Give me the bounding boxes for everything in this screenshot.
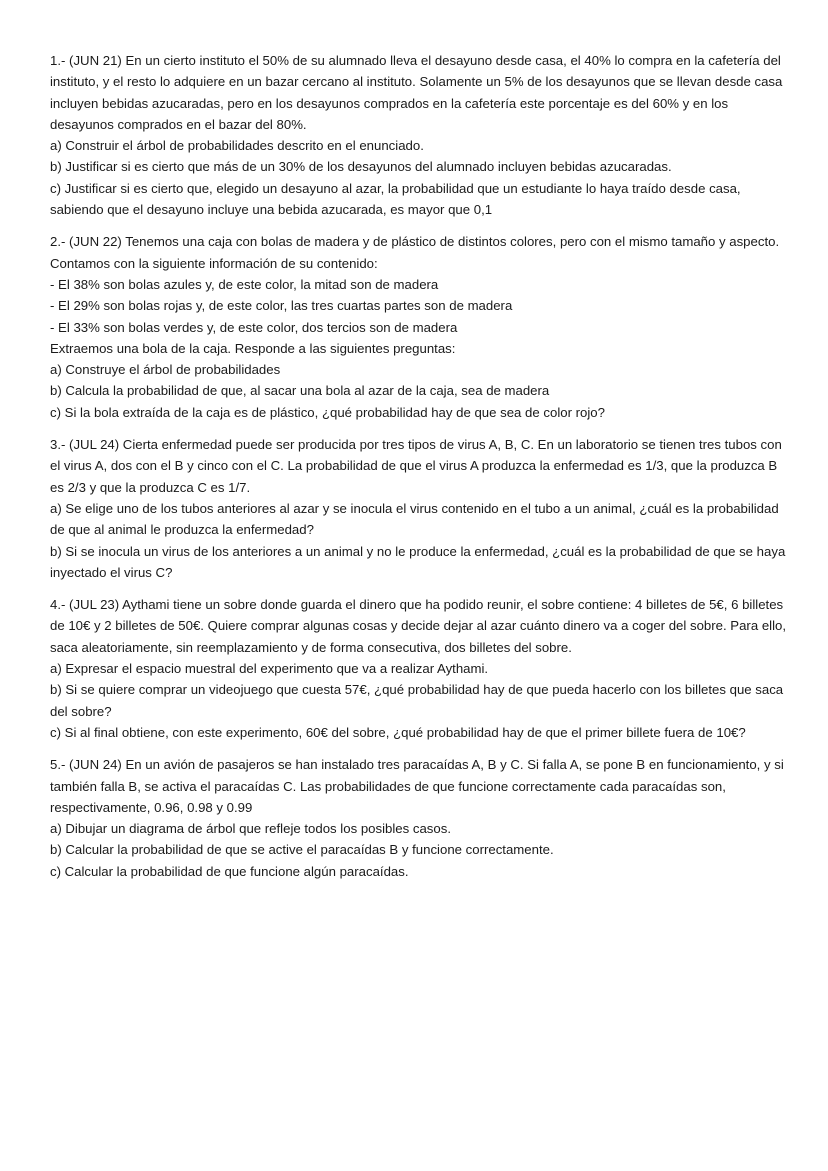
question-a: a) Dibujar un diagrama de árbol que refleje todos los posibles casos. <box>50 821 451 837</box>
problem-list <box>50 50 790 893</box>
question-b: b) Calcula la probabilidad de que, al sacar una bola al azar de la caja, sea de madera <box>50 383 550 399</box>
problem-statement: 4.- (JUL 23) Aythami tiene un sobre donde guarda el dinero que ha podido reunir, el sobre contiene: 4 billetes de 5€, 6 billetes de 10€ y 2 billetes de 50€. Quiere comprar algunas cosas y decide dejar al azar cuánto dinero va a coger del sobre. Para ello, saca aleatoriamente, sin reemplazamiento y de forma consecutiva, dos billetes del sobre. <box>50 597 787 655</box>
question-a: a) Construye el árbol de probabilidades <box>50 362 281 378</box>
problem-statement: 5.- (JUN 24) En un avión de pasajeros se han instalado tres paracaídas A, B y C. Si falla A, se pone B en funcionamiento, y si también falla B, se activa el paracaídas C. Las probabilidades de que funcione correctamente cada paracaídas son, respectivamente, 0.96, 0.98 y 0.99 <box>50 757 784 815</box>
problem-statement: 1.- (JUN 21) En un cierto instituto el 50% de su alumnado lleva el desayuno desde casa, el 40% lo compra en la cafetería del instituto, y el resto lo adquiere en un bazar cercano al instituto. Solamente un 5% de los desayunos que se llevan desde casa incluyen bebidas azucaradas, pero en los desayunos comprados en la cafetería este porcentaje es del 60% y en los desayunos comprados en el bazar del 80%. <box>50 53 783 132</box>
question-c: c) Justificar si es cierto que, elegido un desayuno al azar, la probabilidad que un estudiante lo haya traído desde casa, sabiendo que el desayuno incluye una bebida azucarada, es mayor que 0,1 <box>50 180 741 218</box>
problem-2 <box>50 231 790 423</box>
question-b: b) Si se inocula un virus de los anteriores a un animal y no le produce la enfermedad, ¿cuál es la probabilidad de que se haya inyectado el virus C? <box>50 543 786 580</box>
question-a: a) Se elige uno de los tubos anteriores al azar y se inocula el virus contenido en el tubo a un animal, ¿cuál es la probabilidad de que al animal le produzca la enfermedad? <box>50 500 779 538</box>
problem-statement: 3.- (JUL 24) Cierta enfermedad puede ser producida por tres tipos de virus A, B, C. En un laboratorio se tienen tres tubos con el virus A, dos con el B y cinco con el C. La probabilidad de que el virus A produzca la enfermedad es 1/3, que la produzca B es 2/3 y que la produzca C es 1/7. <box>50 437 782 495</box>
instruction: Extraemos una bola de la caja. Responde a las siguientes preguntas: <box>50 340 456 356</box>
question-b: b) Justificar si es cierto que más de un 30% de los desayunos del alumnado incluyen bebidas azucaradas. <box>50 159 672 175</box>
question-b: b) Si se quiere comprar un videojuego que cuesta 57€, ¿qué probabilidad hay de que pueda hacerlo con los billetes que saca del sobre? <box>50 682 784 719</box>
question-a: a) Construir el árbol de probabilidades descrito en el enunciado. <box>50 138 424 154</box>
problem-3 <box>50 434 790 583</box>
problem-4 <box>50 594 790 743</box>
info-item: - El 33% son bolas verdes y, de este color, dos tercios son de madera <box>50 319 458 335</box>
question-c: c) Si al final obtiene, con este experimento, 60€ del sobre, ¿qué probabilidad hay de que el primer billete fuera de 10€? <box>50 724 746 740</box>
problem-5 <box>50 754 790 882</box>
problem-1 <box>50 50 790 220</box>
question-b: b) Calcular la probabilidad de que se active el paracaídas B y funcione correctamente. <box>50 842 554 858</box>
info-item: - El 29% son bolas rojas y, de este color, las tres cuartas partes son de madera <box>50 298 513 314</box>
question-c: c) Calcular la probabilidad de que funcione algún paracaídas. <box>50 863 409 879</box>
question-a: a) Expresar el espacio muestral del experimento que va a realizar Aythami. <box>50 661 489 677</box>
info-item: - El 38% son bolas azules y, de este color, la mitad son de madera <box>50 276 439 292</box>
problem-statement: 2.- (JUN 22) Tenemos una caja con bolas de madera y de plástico de distintos colores, pero con el mismo tamaño y aspecto. Contamos con la siguiente información de su contenido: <box>50 234 780 271</box>
question-c: c) Si la bola extraída de la caja es de plástico, ¿qué probabilidad hay de que sea de color rojo? <box>50 404 605 420</box>
